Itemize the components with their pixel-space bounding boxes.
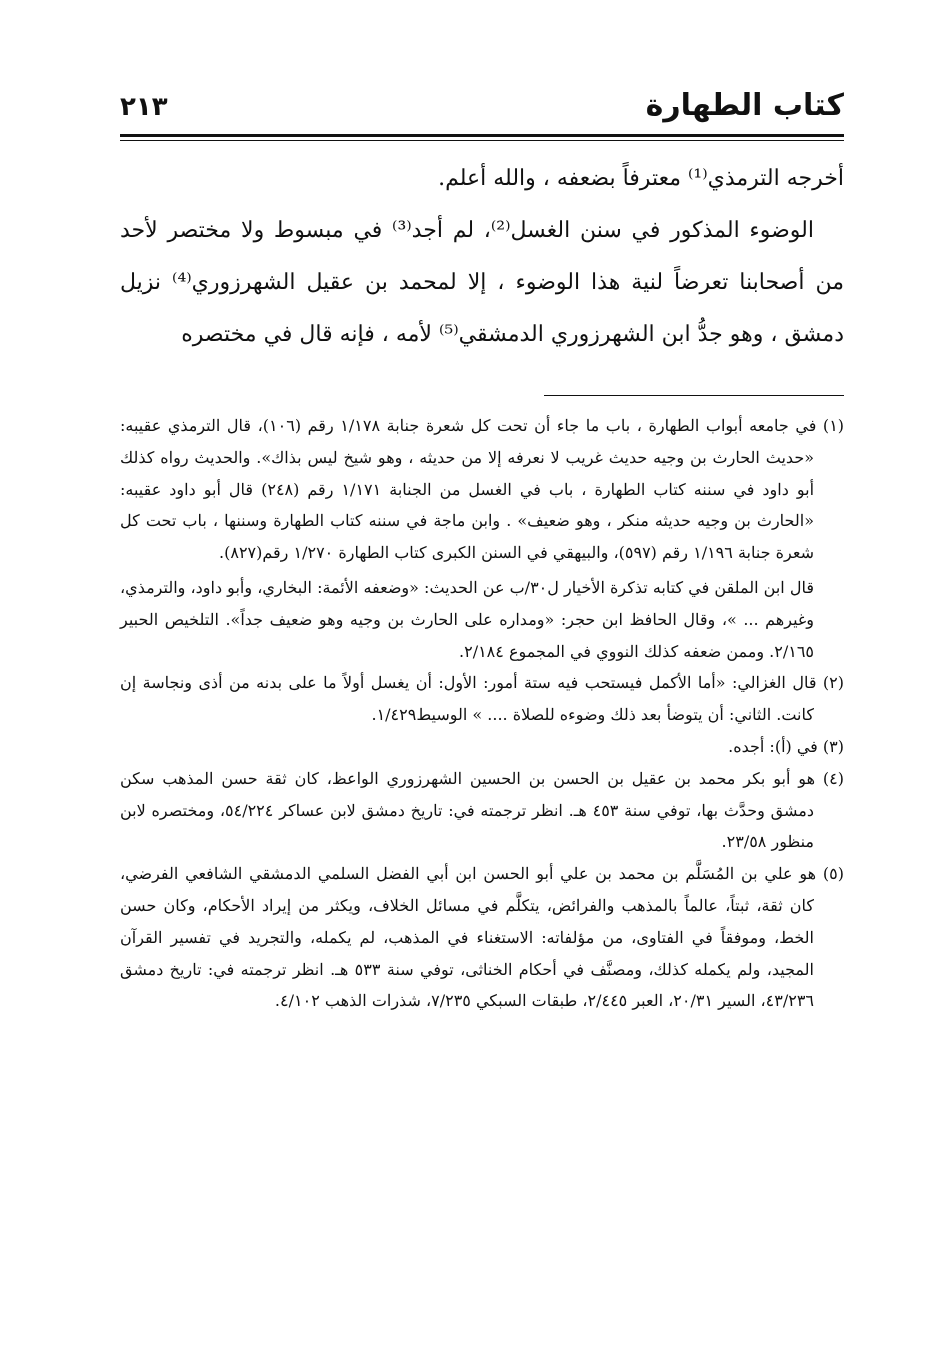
footnote-4: (٤) هو أبو بكر محمد بن عقيل بن الحسن بن الحسين الشهرزوري الواعظ، كان ثقة حسن المذهب سكن دمشق وحدَّث بها، توفي سنة ٤٥٣ هـ. انظر ترجمته في: تاريخ دمشق لابن عساكر ٥٤/٢٢٤، ومختصره لابن منظور ٢٣/٥٨. — [120, 768, 844, 852]
footnote-1: (١) في جامعه أبواب الطهارة ، باب ما جاء أن تحت كل شعرة جنابة ١/١٧٨ رقم (١٠٦)، قال الترمذي عقيبه: «حديث الحارث بن وجيه حديث غريب لا نعرفه إلا من حديثه ، وهو شيخ ليس بذاك». والحديث رواه كذلك أبو داود في سننه كتاب الطهارة ، باب في الغسل من الجنابة ١/١٧١ رقم (٢٤٨) قال أبو داود عقيبه: «الحارث بن وجيه حديثه منكر ، وهو ضعيف» . وابن ماجة في سننه كتاب الطهارة وسننها ، باب تحت كل شعرة جنابة ١/١٩٦ رقم (٥٩٧)، والبيهقي في السنن الكبرى كتاب الطهارة ١/٢٧٠ رقم(٨٢٧). — [120, 416, 845, 563]
footnote-separator — [544, 395, 844, 396]
body-paragraph: أخرجه الترمذي⁽¹⁾ معترفاً بضعفه ، والله أعلم. — [438, 166, 844, 191]
running-title: كتاب الطهارة — [645, 88, 844, 123]
header-rule-thin — [120, 140, 844, 141]
footnote-3: (٣) في (أ): أجده. — [728, 736, 844, 756]
page-number: ٢١٣ — [120, 92, 168, 122]
main-text — [120, 153, 844, 361]
footnote-5: (٥) هو علي بن المُسَلَّم بن محمد بن علي أبو الحسن ابن أبي الفضل السلمي الدمشقي الشافعي الفرضي، كان ثقة، ثبتاً، عالماً بالمذهب والفرائض، يتكلَّم في مسائل الخلاف، ويكثر من إيراد الأحكام، وكان حسن الخط، وموفقاً في الفتاوى، من مؤلفاته: الاستغناء في المذهب، لم يكمله، والتجريد في تفسير القرآن المجيد، ولم يكمله كذلك، ومصنَّف في أحكام الخناثى، توفي سنة ٥٣٣ هـ. انظر ترجمته في: تاريخ دمشق ٤٣/٢٣٦، السير ٢٠/٣١، العبر ٢/٤٤٥، طبقات السبكي ٧/٢٣٥، شذرات الذهب ٤/١٠٢. — [120, 864, 845, 1011]
footnote-1-continuation: قال ابن الملقن في كتابه تذكرة الأخيار ل٣٠/ب عن الحديث: «وضعفه الأئمة: البخاري، وأبو داود، والترمذي، وغيرهم ... »، وقال الحافظ ابن حجر: «ومداره على الحارث بن وجيه وهو ضعيف جداً». التلخيص الحبير ٢/١٦٥. وممن ضعفه كذلك النووي في المجموع ٢/١٨٤. — [120, 577, 814, 661]
footnotes — [120, 410, 844, 1017]
body-paragraph: الوضوء المذكور في سنن الغسل⁽²⁾، لم أجد⁽³⁾ في مبسوط ولا مختصر لأحد من أصحابنا تعرضاً لنية هذا الوضوء ، إلا لمحمد بن عقيل الشهرزوري⁽⁴⁾ نزيل دمشق ، وهو جدُّ ابن الشهرزوري الدمشقي⁽⁵⁾ لأمه ، فإنه قال في مختصره — [120, 218, 844, 347]
running-header — [120, 88, 844, 132]
book-page — [120, 88, 844, 1017]
footnote-2: (٢) قال الغزالي: «أما الأكمل فيستحب فيه ستة أمور: الأول: أن يغسل أولاً ما على بدنه من أذى ونجاسة إن كانت. الثاني: أن يتوضأ بعد ذلك وضوءه للصلاة .... » الوسيط١/٤٢٩. — [120, 673, 844, 725]
header-rule-thick — [120, 134, 844, 137]
